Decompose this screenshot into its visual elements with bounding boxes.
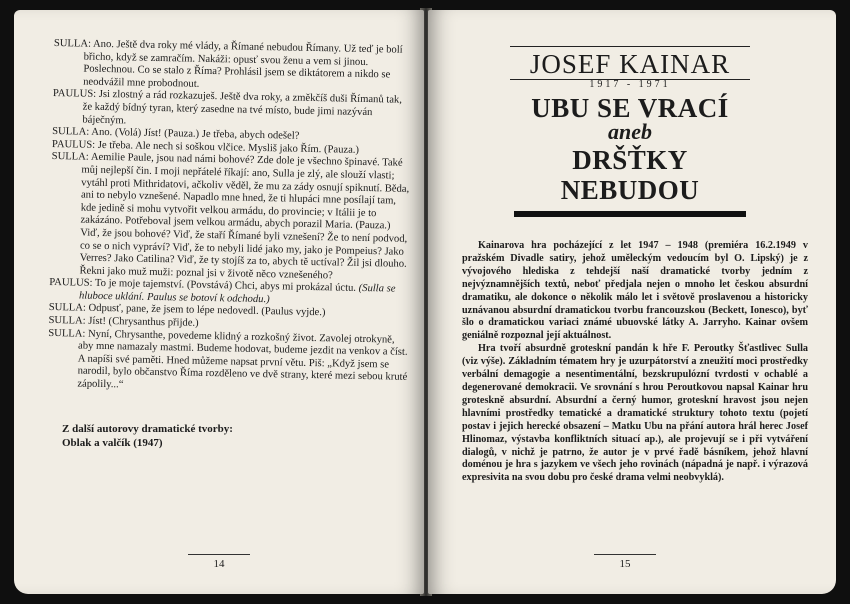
page-number [594, 554, 656, 570]
play-title-line3: NEBUDOU [560, 175, 700, 205]
line-text: Aemilie Paule, jsou nad námi bohové? Zde dole je všechno špinavé. Také můj nejlepší čin. I moji nepřátelé říkají: ano, Sulla je zlý, ale slouží vlasti; vytáhl proti Mithridatovi, ačkoliv věděl, že mu za zády osnují spiknutí. Běda, ani to nebylo vznešené. Napadlo mne hned, že ti hlupáci mne posílají tam, kde jedině si mohu vytvořit velkou armádu, do provincie; v Itálii je to zakázáno. Potřeboval jsem velkou armádu, abych porazil Maria. (Pauza.) Viď, že jsou bohové? Viď, že staří Římané byli vznešení? Že to není podvod, co se o nich vypráví? Viď, že to nebyli lidé jako my, jako je Pompeius? Jako Verres? Jako Catilina? Viď, že ty stojíš za to, abych tě uctíval? Žil jsi dlouho. Řekni jako muž muži: poznal jsi v životě něco vznešeného? [79, 152, 410, 282]
other-works-heading: Z další autorovy dramatické tvorby: [62, 423, 233, 435]
line-text: Jsi zlostný a rád rozkazuješ. Ještě dva roky, a změkčíš duši Římanů tak, že každý bídný tyran, který zasedne na tvé místo, bude jimi nazýván báječným. [82, 89, 403, 126]
right-page [428, 10, 836, 594]
speaker: SULLA: [52, 126, 90, 138]
left-page [14, 10, 424, 594]
title-block [510, 46, 750, 217]
paragraph: Kainarova hra pocházející z let 1947 – 1948 (premiéra 16.2.1949 v pražském Divadle satiry, jehož uměleckým vedoucím byl O. Lipský) je z vývojového hlediska z tehdejší naší dramatické tvorby jedním z nejvýznamnějších textů, neboť předjala nejen o mnoho let českou absurdní dramatiku, ale dokonce o několik málo let i světově proslavenou a historicky uznávanou absurdní dramatickou tvorbu francouzskou (Beckett, Ionesco), byť šlo o dramatickou variaci známé ubuovské látky A. Jarryho. Kainar ovšem geniálně rozpoznal její aktuálnost. [462, 240, 808, 342]
line-text: Odpusť, pane, že jsem to lépe nedovedl. (Paulus vyjde.) [88, 303, 326, 319]
line-text: Ano. (Volá) Jíst! (Pauza.) Je třeba, abych odešel? [91, 126, 300, 142]
other-works [62, 422, 233, 450]
play-title-line1: UBU SE VRACÍ [531, 93, 729, 123]
speaker: PAULUS: [49, 277, 93, 290]
dialogue-line [53, 38, 414, 95]
speaker: SULLA: [51, 151, 89, 164]
dialogue-line [47, 328, 408, 398]
line-text: Je třeba. Ale nech si soškou vlčice. Mysliš jako Řím. (Pauza.) [97, 139, 360, 156]
page-number-text: 14 [213, 558, 225, 570]
line-text: Ano. Ještě dva roky mé vlády, a Římané nebudou Římany. Už teď je bolí břicho, když se zamračím. Nakáži: opusť svou ženu a vem si jinou. Poslechnou. Co se stalo z Říma? Prohlásil jsem se diktátorem a nikdo se neodvážil mne probodnout. [83, 38, 403, 90]
speaker: SULLA: [53, 38, 92, 50]
line-text: To je moje tajemství. (Povstává) Chci, abys mi prokázal úctu. [94, 278, 357, 295]
page-number-rule [188, 554, 250, 555]
page-number [188, 554, 250, 570]
play-title-line2: DRŠŤKY [572, 145, 688, 175]
speaker: PAULUS: [51, 138, 96, 151]
speaker: SULLA: [48, 302, 86, 315]
speaker: SULLA: [48, 315, 86, 327]
page-number-text: 15 [619, 558, 631, 570]
line-text: Nyní, Chrysanthe, povedeme klidný a rozkošný život. Zavolej otrokyně, aby mne namazaly mastmi. Budeme hodovat, budeme jezdit na venkov a číst. A napíši své paměti. Hned můžeme napsat první větu. Piš: „Když jsem se narodil, bylo občanstvo Říma rozděleno ve dvě strany, které mezi sebou kruté zápolily...“ [77, 328, 408, 391]
stage-direction: (Sulla se hluboce uklání. Paulus se botoví k odchodu.) [78, 283, 396, 306]
speaker: SULLA: [48, 327, 86, 340]
dialogue-block [47, 38, 414, 397]
author-name: JOSEF KAINAR [529, 49, 731, 79]
paragraph: Hra tvoří absurdně groteskní pandán k hře F. Peroutky Šťastlivec Sulla (viz výše). Základním tématem hry je uzurpátorství a zneužití moci prostředky verbální demagogie a nesentimentální, bezskrupulózní tvrdosti v ochablé a degenerované demokracii. Ve srovnání s hrou Peroutkovou napsal Kainar hru groteskně absurdní. Absurdní a černý humor, groteskní hravost jsou nejen hlavními prostředky tematické a dramatické struktury tohoto textu (pojetí postav i jejich herecké obsazení – Matku Ubu na přání autora hrál herec Josef Hlinomaz, výstavba konfliktních situací ap.), ale projevují se i při vytváření dialogů, v nichž je patrno, že autor je v prvé řadě básníkem, jehož hlavní doménou je hra s jazykem ve všech jeho rovinách (nápadná je např. i výrazová expresivita na svou dobu pro české drama velmi neobvyklá). [462, 343, 808, 484]
speaker: PAULUS: [52, 88, 97, 101]
play-title-aneb: aneb [608, 119, 652, 144]
intro-text [462, 240, 808, 485]
line-text: Jíst! (Chrysanthus přijde.) [88, 315, 199, 329]
header-rule [510, 46, 750, 47]
other-works-title: Oblak a valčík (1947) [62, 437, 163, 449]
page-number-rule [594, 554, 656, 555]
dialogue-line [49, 151, 411, 284]
author-years: 1917 - 1971 [589, 79, 671, 90]
title-bar [514, 211, 746, 217]
